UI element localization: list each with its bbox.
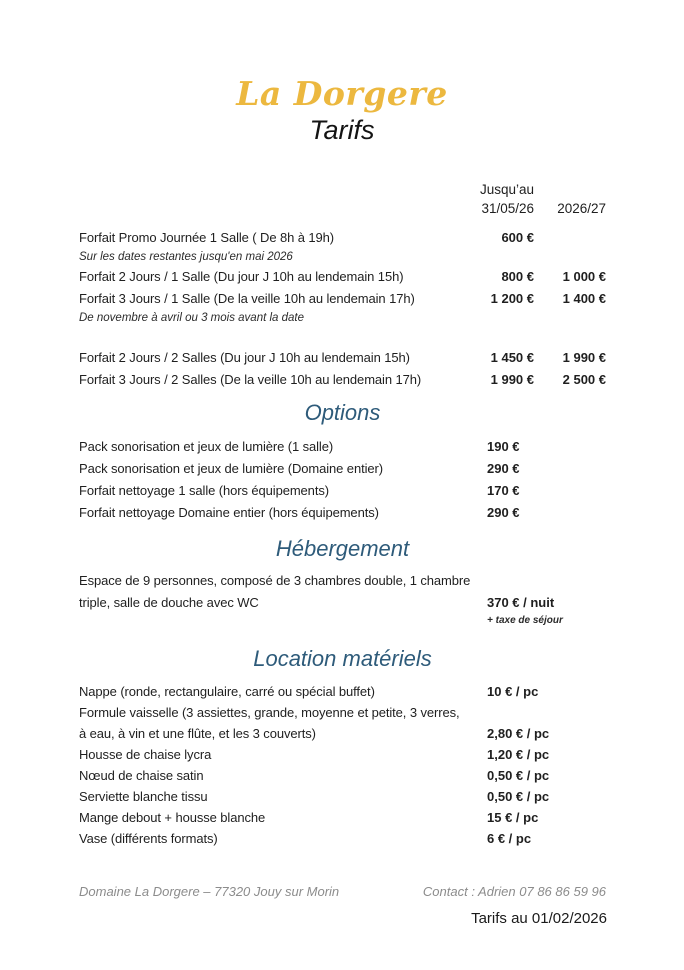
item-price: 0,50 € / pc xyxy=(487,768,550,783)
column-header-2026-27: 2026/27 xyxy=(557,201,606,216)
location-row xyxy=(79,786,606,807)
item-price-col1: 600 € xyxy=(501,229,534,245)
item-price: 6 € / pc xyxy=(487,831,532,846)
note-text: Sur les dates restantes jusqu'en mai 2026 xyxy=(79,250,293,263)
item-price: 15 € / pc xyxy=(487,810,539,825)
item-price: 190 € xyxy=(487,438,520,454)
item-price-col1: 1 450 € xyxy=(490,349,534,365)
price-row xyxy=(79,265,606,287)
item-price: 1,20 € / pc xyxy=(487,747,550,762)
price-list xyxy=(79,180,606,849)
price-table-header xyxy=(79,180,606,218)
item-price-col1: 1 990 € xyxy=(490,371,534,387)
price-row xyxy=(79,226,606,248)
option-row xyxy=(79,435,606,457)
item-price: 2,80 € / pc xyxy=(487,726,550,741)
item-label: Pack sonorisation et jeux de lumière (1 salle) xyxy=(79,438,334,454)
item-label: Nappe (ronde, rectangulaire, carré ou spécial buffet) xyxy=(79,684,375,699)
item-label: Forfait 3 Jours / 1 Salle (De la veille 10h au lendemain 17h) xyxy=(79,290,415,306)
page-footer xyxy=(79,884,606,899)
item-price: 370 € / nuit xyxy=(487,595,555,610)
item-label: Vase (différents formats) xyxy=(79,831,218,846)
tariff-date: Tarifs au 01/02/2026 xyxy=(471,910,607,927)
column-header-until: Jusqu’au 31/05/26 xyxy=(479,182,534,216)
section-gap xyxy=(79,326,606,346)
item-price: 0,50 € / pc xyxy=(487,789,550,804)
item-label: Forfait 2 Jours / 2 Salles (Du jour J 10h au lendemain 15h) xyxy=(79,349,410,365)
location-row xyxy=(79,744,606,765)
location-row xyxy=(79,765,606,786)
option-row xyxy=(79,501,606,523)
footer-contact: Contact : Adrien 07 86 86 59 96 xyxy=(422,884,606,899)
price-row xyxy=(79,346,606,368)
page-subtitle: Tarifs xyxy=(309,115,375,145)
section-heading-options: Options xyxy=(304,400,381,425)
item-price: 290 € xyxy=(487,504,520,520)
item-price-col2: 2 500 € xyxy=(562,371,606,387)
footer-address: Domaine La Dorgere – 77320 Jouy sur Morin xyxy=(79,884,340,899)
item-price-col1: 800 € xyxy=(501,268,534,284)
location-row xyxy=(79,828,606,849)
hebergement-price-block xyxy=(487,592,606,627)
section-heading-hebergement: Hébergement xyxy=(275,536,410,561)
option-row xyxy=(79,457,606,479)
note-text: De novembre à avril ou 3 mois avant la date xyxy=(79,311,305,324)
location-row xyxy=(79,681,606,702)
location-row xyxy=(79,702,606,744)
item-label: Mange debout + housse blanche xyxy=(79,810,266,825)
item-price: 10 € / pc xyxy=(487,684,539,699)
option-row xyxy=(79,479,606,501)
item-label: Forfait nettoyage Domaine entier (hors équipements) xyxy=(79,504,379,520)
hebergement-row xyxy=(79,570,606,626)
item-label: Forfait nettoyage 1 salle (hors équipements) xyxy=(79,482,329,498)
price-row xyxy=(79,368,606,390)
item-price: 170 € xyxy=(487,482,520,498)
section-heading-location: Location matériels xyxy=(253,646,432,671)
item-price: 290 € xyxy=(487,460,520,476)
location-row xyxy=(79,807,606,828)
item-label: Pack sonorisation et jeux de lumière (Domaine entier) xyxy=(79,460,383,476)
page-title: La Dorgere xyxy=(236,74,448,113)
item-label: Housse de chaise lycra xyxy=(79,747,212,762)
item-price-col1: 1 200 € xyxy=(490,290,534,306)
item-price-col2: 1 000 € xyxy=(562,268,606,284)
location-list xyxy=(79,681,606,849)
note-row xyxy=(79,309,606,326)
options-list xyxy=(79,435,606,523)
item-label: Forfait 3 Jours / 2 Salles (De la veille 10h au lendemain 17h) xyxy=(79,371,422,387)
item-label: Forfait 2 Jours / 1 Salle (Du jour J 10h au lendemain 15h) xyxy=(79,268,404,284)
item-label: Formule vaisselle (3 assiettes, grande, moyenne et petite, 3 verres, à eau, à vin et une flûte, et les 3 couverts) xyxy=(79,705,460,741)
price-row xyxy=(79,287,606,309)
note-row xyxy=(79,248,606,265)
price-footnote: + taxe de séjour xyxy=(487,615,563,626)
hebergement-description: Espace de 9 personnes, composé de 3 chambres double, 1 chambre triple, salle de douche avec WC xyxy=(79,573,471,610)
item-label: Forfait Promo Journée 1 Salle ( De 8h à 19h) xyxy=(79,229,335,245)
item-price-col2: 1 400 € xyxy=(562,290,606,306)
item-price-col2: 1 990 € xyxy=(562,349,606,365)
item-label: Nœud de chaise satin xyxy=(79,768,204,783)
item-label: Serviette blanche tissu xyxy=(79,789,208,804)
